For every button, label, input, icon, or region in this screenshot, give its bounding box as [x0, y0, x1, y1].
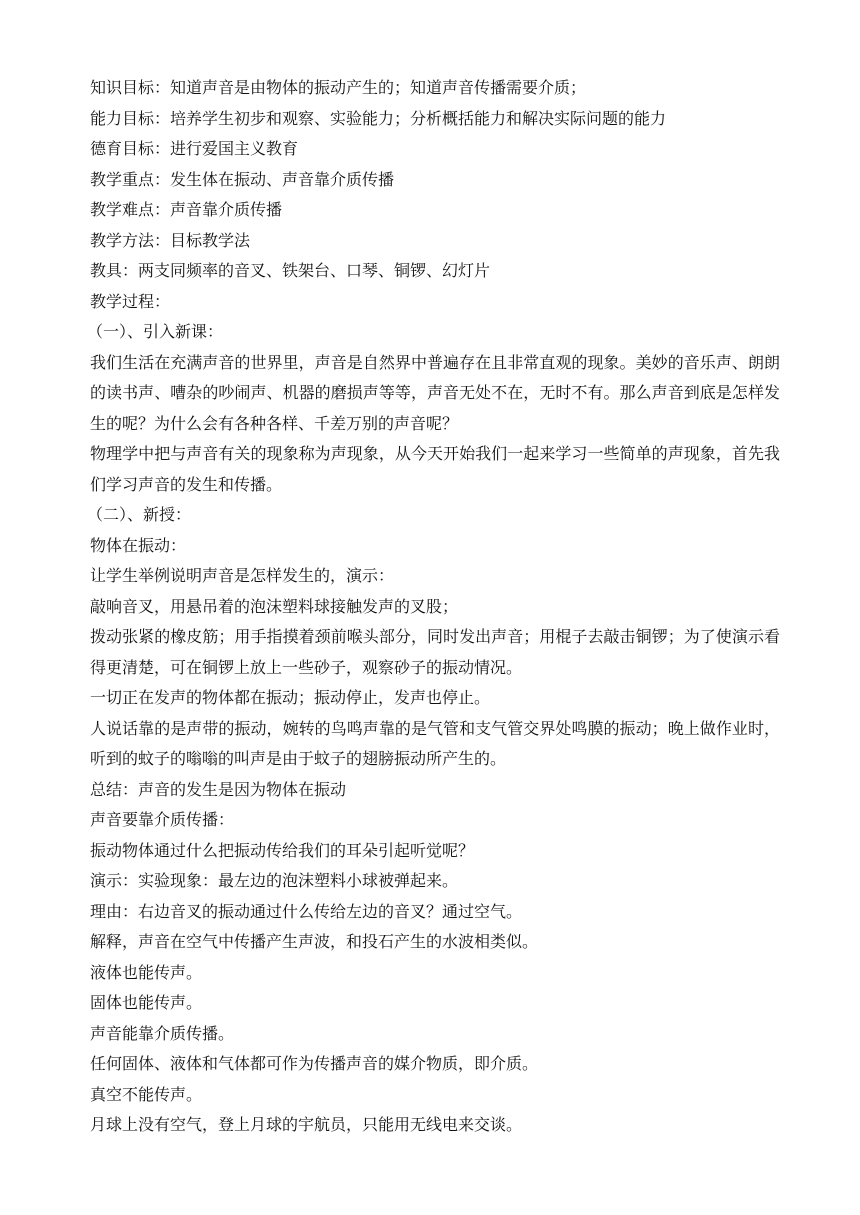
paragraph: 我们生活在充满声音的世界里，声音是自然界中普遍存在且非常直观的现象。美妙的音乐声、朗朗的读书声、嘈杂的吵闹声、机器的磨损声等等，声音无处不在，无时不有。那么声音到底是怎样发生的呢？为什么会有各种各样、千差万别的声音呢？ [90, 352, 780, 433]
knowledge-goal: 知识目标：知道声音是由物体的振动产生的；知道声音传播需要介质； [90, 78, 587, 97]
teaching-focus: 教学重点：发生体在振动、声音靠介质传播 [90, 169, 395, 189]
paragraph: 拨动张紧的橡皮筋；用手指摸着颈前喉头部分，同时发出声音；用棍子去敲击铜锣；为了使演示看得更清楚，可在铜锣上放上一些砂子，观察砂子的振动情况。 [90, 627, 780, 677]
section-new-lesson-heading: （二）、新授： [87, 505, 192, 524]
document-body [87, 73, 780, 1141]
ability-goal: 能力目标：培养学生初步和观察、实验能力；分析概括能力和解决实际问题的能力 [90, 108, 667, 128]
paragraph: 物理学中把与声音有关的现象称为声现象，从今天开始我们一起来学习一些简单的声现象，首先我们学习声音的发生和传播。 [90, 444, 780, 494]
teaching-aids: 教具：两支同频率的音叉、铁架台、口琴、铜锣、幻灯片 [90, 261, 491, 280]
paragraph: 理由：右边音叉的振动通过什么传给左边的音叉？通过空气。 [90, 901, 523, 921]
paragraph: 声音能靠介质传播。 [90, 1023, 235, 1043]
paragraph: 人说话靠的是声带的振动，婉转的鸟鸣声靠的是气管和支气管交界处鸣膜的振动；晚上做作业时，听到的蚊子的嗡嗡的叫声是由于蚊子的翅膀振动所产生的。 [90, 718, 780, 768]
teaching-process-heading: 教学过程： [90, 291, 171, 311]
paragraph: 敲响音叉，用悬吊着的泡沫塑料球接触发声的叉股； [90, 596, 459, 616]
moral-goal: 德育目标：进行爱国主义教育 [90, 139, 299, 158]
paragraph: 解释，声音在空气中传播产生声波，和投石产生的水波相类似。 [90, 932, 539, 951]
teaching-difficulty: 教学难点：声音靠介质传播 [90, 200, 283, 219]
paragraph: 任何固体、液体和气体都可作为传播声音的媒介物质，即介质。 [90, 1054, 539, 1073]
paragraph: 液体也能传声。 [90, 962, 203, 982]
subheading-medium: 声音要靠介质传播： [90, 810, 235, 829]
paragraph: 让学生举例说明声音是怎样发生的，演示： [90, 566, 395, 585]
paragraph: 真空不能传声。 [90, 1084, 203, 1104]
paragraph: 月球上没有空气，登上月球的宇航员，只能用无线电来交谈。 [90, 1115, 523, 1134]
paragraph: 固体也能传声。 [90, 993, 203, 1012]
teaching-method: 教学方法：目标教学法 [90, 230, 251, 250]
section-introduction-heading: （一）、引入新课： [87, 322, 224, 341]
paragraph: 振动物体通过什么把振动传给我们的耳朵引起听觉呢？ [90, 840, 475, 860]
summary-line: 总结：声音的发生是因为物体在振动 [90, 779, 347, 799]
subheading-vibration: 物体在振动： [90, 535, 187, 555]
paragraph: 一切正在发声的物体都在振动；振动停止，发声也停止。 [90, 688, 491, 707]
paragraph: 演示：实验现象：最左边的泡沫塑料小球被弹起来。 [90, 871, 459, 890]
